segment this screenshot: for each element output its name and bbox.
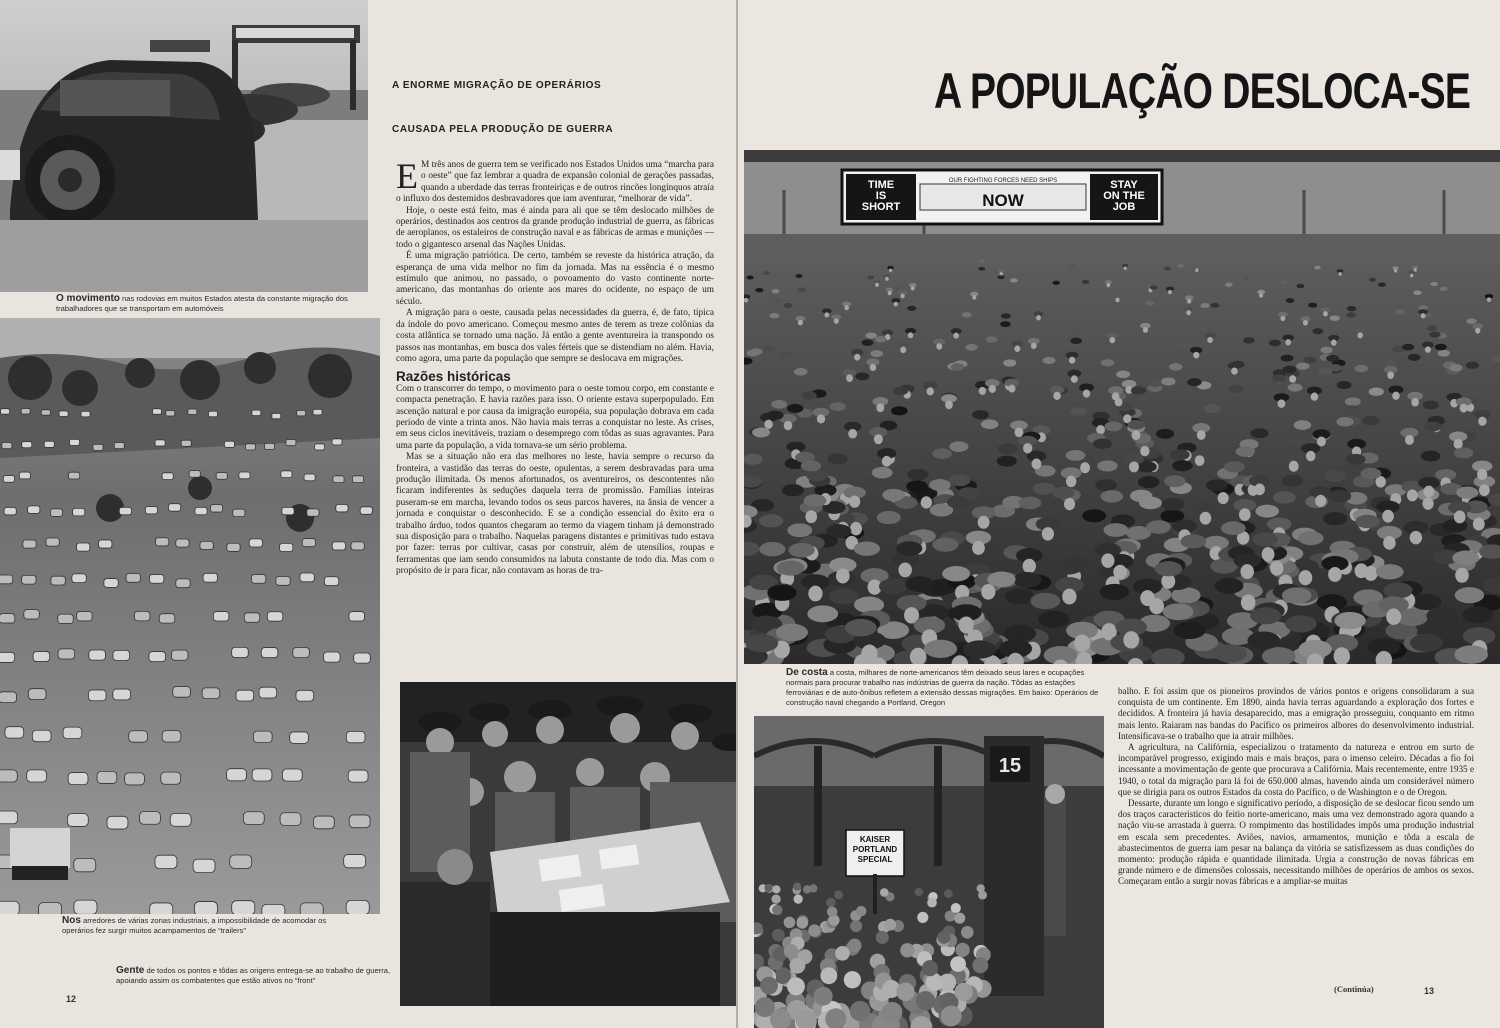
caption-lead: O movimento [56, 293, 120, 304]
photo-registration-desk [400, 682, 750, 1006]
sign-now-text: NOW [982, 191, 1024, 210]
paragraph: balho. E foi assim que os pioneiros provindos de vários pontos e origens consolidaram a sua conquista de um continente. Em 1890, ainda havia terras aguardando a exploração dos fortes e decididos. A fronteira já havia desaparecido, mas a emigração prosseguiu, conquanto em ritmo mais lento. Raiaram nas bandas do Pacífico os primeiros albores do desenvolvimento industrial. Intensificava-se o trabalho que ia atrair milhões. [1118, 686, 1474, 741]
sign-stay-on-the-job: STAY ON THE JOB [1103, 179, 1145, 213]
headline: A POPULAÇÃO DESLOCA-SE [934, 63, 1471, 119]
placard-kaiser: KAISER PORTLAND SPECIAL [852, 835, 898, 864]
caption-text: nas rodovias em muitos Estados atesta da constante migração dos trabalhadores que se transportam em automóveis [56, 294, 348, 313]
caption-de-costa [786, 668, 1102, 708]
photo-trailer-camp [0, 318, 380, 914]
sign-banner-text: OUR FIGHTING FORCES NEED SHIPS [948, 178, 1058, 184]
photo-highway-cars [0, 0, 368, 292]
paragraph: Mas se a situação não era das melhores no leste, havia sempre o recurso da fronteira, a vastidão das terras do oeste, opulentas, a serem desbravadas para uma produção ilimitada. Os menos afortunados, os aventureiros, os descontentes não ficaram indiferentes às seduções daquela terra de promissão. Famílias inteiras puseram-se em marcha, levando todos os seus parcos haveres, na ânsia de vencer a jornada e conquistar o desconhecido. E se a condição essencial do êxito era o trabalho árduo, todos quantos chegaram ao termo da viagem tinham já demonstrado sua disposição para o trabalho. Naquelas paragens distantes e primitivas tudo estava por fazer: terras por cultivar, casas por construir, além de utensílios, roupas e ferramentas que iam sendo consumidos na labuta constante de todo dia. Mas com o propósito de ir para ficar, não contavam as horas de tra- [396, 452, 714, 577]
page-number-left: 12 [66, 994, 77, 1004]
kicker-1: A ENORME MIGRAÇÃO DE OPERÁRIOS [392, 80, 602, 91]
caption-trailers [62, 916, 352, 936]
caption-highway [56, 294, 356, 314]
gate-number: 15 [998, 755, 1022, 777]
caption-text: arredores de várias zonas industriais, a impossibilidade de acomodar os operários fez surgir muitos acampamentos de “trailers” [62, 916, 327, 935]
paragraph: É uma migração patriótica. De certo, também se reveste da histórica atração, da esperança de uma vida melhor no fim da jornada. Mas na essência é o mesmo estímulo que animou, no passado, o povoamento do vasto continente norte-americano, das montanhas do oriente aos mares do ocidente, no espaço de um século. [396, 251, 714, 307]
paragraph: Hoje, o oeste está feito, mas é ainda para ali que se têm deslocado milhões de operários, destinados aos centros da grande produção industrial de guerra, as fábricas de aeroplanos, os estaleiros de construção naval e as fábricas de armas e munições — todo o gigantesco arsenal das Nações Unidas. [396, 205, 714, 250]
caption-text: a costa, milhares de norte-americanos têm deixado seus lares e ocupações normais para procurar trabalho nas indústrias de guerra da nação. Tôdas as estações ferroviárias e de auto-ônibus refletem a extensão dessas migrações. Em baixo: Operários de construção naval chegando a Portland, Oregon [786, 668, 1099, 707]
photo-shipyard-crowd [744, 150, 1500, 664]
photo-train-station [754, 716, 1104, 1028]
caption-gente [116, 966, 398, 986]
right-page [738, 0, 1500, 1028]
subhead: Razões históricas [396, 369, 511, 385]
paragraph: Com o transcorrer do tempo, o movimento para o oeste tomou corpo, em constante e compacta penetração. E havia razões para isso. O oriente estava superpopulado. Em ascenção natural e por causa da imigração européia, sua população dobrava em cada período de vinte a trinta anos. Não havia mais terras a conquistar no leste. As crises, em seus ciclos inevitáveis, traziam o desemprego com tôdas as suas agravantes. Para uma parte da população, a vida tornava-se um sério problema. [396, 383, 714, 451]
caption-lead: Gente [116, 965, 145, 976]
continued-label: (Continúa) [1334, 984, 1374, 994]
caption-text: de todos os pontos e tôdas as origens entrega-se ao trabalho de guerra, apoiando assim os combatentes que estão ativos no “front” [116, 966, 391, 985]
caption-lead: De costa [786, 667, 828, 678]
paragraph-text: M três anos de guerra tem se verificado nos Estados Unidos uma “marcha para o oeste” que faz lembrar a quadra de expansão colonial de gerações passadas, quando a uberdade das terras fronteiriças e de outros rincões longínquos atraía o influxo dos destemidos desbravadores que iam aventurar, “melhorar de vida”. [396, 160, 715, 205]
paragraph: A migração para o oeste, causada pelas necessidades da guerra, é, de fato, típica da índole do povo americano. Começou mesmo antes de terem as treze colônias da costa atlântica se tornado uma nação. Já então a gente aventureira ia transpondo os passos nas montanhas, em busca dos vales férteis que se distendiam no além. Havia, como agora, uma parte da população que sempre se deslocava em migrações. [396, 308, 714, 364]
dropcap: E [396, 156, 418, 196]
sign-time-is-short: TIME IS SHORT [861, 179, 901, 213]
caption-lead: Nos [62, 915, 81, 926]
paragraph: A agricultura, na Califórnia, especializou o tratamento da natureza e entrou em surto de incomparável progresso, exigindo mais e mais braços, para o imenso celeiro. Décadas a fio foi incessante a movimentação de gente que procurava a Califórnia. Mais recentemente, entre 1935 e 1940, o total da migração para lá foi de 650.000 almas, havendo ainda um considerável número que se dirigia para os outros Estados da costa do Pacífico, o de Washington e o de Oregon. [1118, 742, 1474, 797]
kicker-2: CAUSADA PELA PRODUÇÃO DE GUERRA [392, 124, 614, 135]
paragraph: Dessarte, durante um longo e significativo período, a disposição de se deslocar ficou sendo um dos traços característicos do feitio norte-americano, mais uma vez demonstrado agora quando a nação viu-se arrastada à guerra. O rompimento das hostilidades impôs uma produção industrial em escala sem precedentes. Aviões, navios, armamentos, munição e tôda a escala de abastecimentos de guerra iam pesar na balança da vitória se satisfizessem as duas condições do momento: produção rápida e quantidade ilimitada. Urgia a construção de novas fábricas em grande número e de dimensões colossais, necessitando milhões de operários de ambos os sexos. Começaram então a surgir novas fábricas e a ampliar-se muitas [1118, 798, 1474, 887]
article-body-left [396, 156, 715, 578]
article-body-right [1118, 686, 1474, 888]
page-number-right: 13 [1424, 986, 1435, 996]
paragraph [396, 156, 715, 206]
